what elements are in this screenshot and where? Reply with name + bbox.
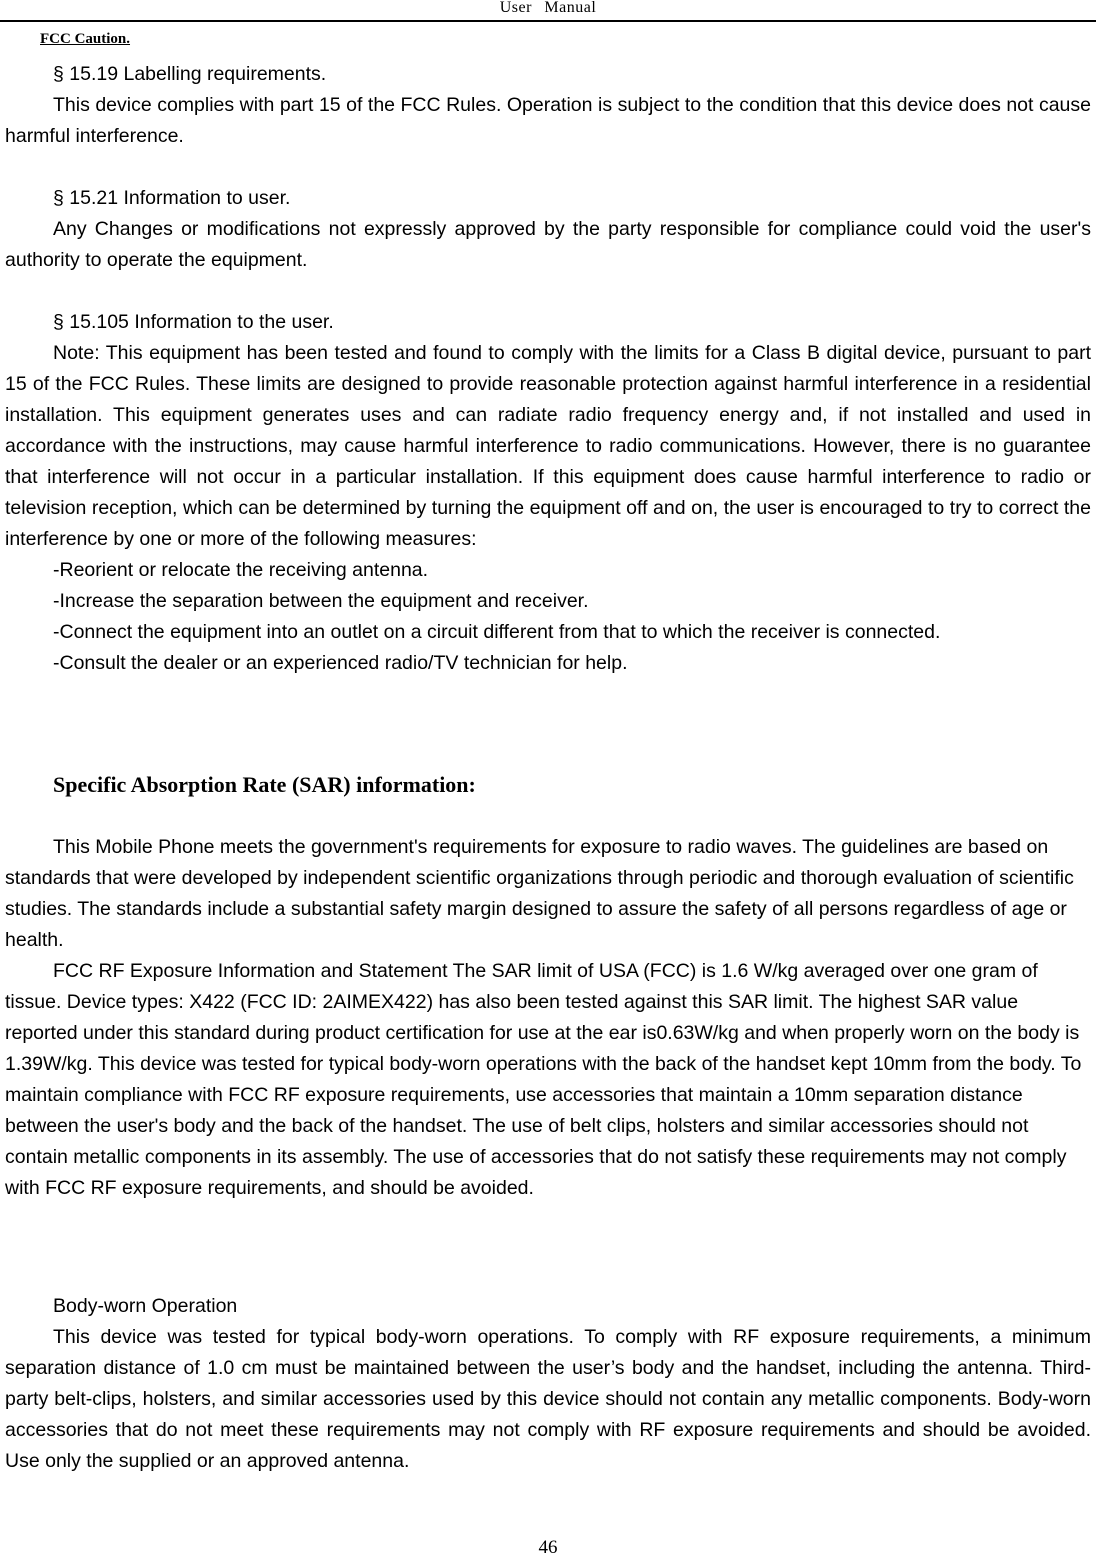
spacer	[5, 276, 1091, 307]
page-header: User Manual	[499, 0, 597, 16]
body-worn-content	[5, 1291, 1091, 1477]
measure-item: -Connect the equipment into an outlet on a circuit different from that to which the receiver is connected.	[53, 621, 941, 643]
spacer	[5, 152, 1091, 183]
fcc-caution-title: FCC Caution.	[40, 31, 131, 47]
section-15-21-text: Any Changes or modifications not expressly approved by the party responsible for compliance could void the user's authority to operate the equipment.	[5, 218, 1091, 271]
section-15-105-text: Note: This equipment has been tested and found to comply with the limits for a Class B digital device, pursuant to part 15 of the FCC Rules. These limits are designed to provide reasonable protection against harmful interference in a residential installation. This equipment generates uses and can radiate radio frequency energy and, if not installed and used in accordance with the instructions, may cause harmful interference to radio communications. However, there is no guarantee that interference will not occur in a particular installation. If this equipment does cause harmful interference to radio or television reception, which can be determined by turning the equipment off and on, the user is encouraged to try to correct the interference by one or more of the following measures:	[5, 342, 1091, 550]
section-15-19-text: This device complies with part 15 of the FCC Rules. Operation is subject to the condition that this device does not cause harmful interference.	[5, 94, 1091, 147]
fcc-content	[5, 59, 1091, 679]
sar-content	[5, 770, 1091, 1204]
header-rule	[0, 20, 1096, 22]
section-15-105-title: § 15.105 Information to the user.	[53, 311, 334, 333]
sar-paragraph-1: This Mobile Phone meets the government's requirements for exposure to radio waves. The guidelines are based on standards that were developed by independent scientific organizations through periodic and thorough evaluation of scientific studies. The standards include a substantial safety margin designed to assure the safety of all persons regardless of age or health.	[5, 836, 1074, 951]
body-worn-text: This device was tested for typical body-worn operations. To comply with RF exposure requirements, a minimum separation distance of 1.0 cm must be maintained between the user’s body and the handset, including the antenna. Third-party belt-clips, holsters, and similar accessories used by this device should not contain any metallic components. Body-worn accessories that do not meet these requirements may not comply with RF exposure requirements and should be avoided. Use only the supplied or an approved antenna.	[5, 1326, 1091, 1472]
spacer	[5, 800, 1091, 832]
sar-paragraph-2: FCC RF Exposure Information and Statement The SAR limit of USA (FCC) is 1.6 W/kg averaged over one gram of tissue. Device types: X422 (FCC ID: 2AIMEX422) has also been tested against this SAR limit. The highest SAR value reported under this standard during product certification for use at the ear is0.63W/kg and when properly worn on the body is 1.39W/kg. This device was tested for typical body-worn operations with the back of the handset kept 10mm from the body. To maintain compliance with FCC RF exposure requirements, use accessories that maintain a 10mm separation distance between the user's body and the back of the handset. The use of belt clips, holsters and similar accessories should not contain metallic components in its assembly. The use of accessories that do not satisfy these requirements may not comply with FCC RF exposure requirements, and should be avoided.	[5, 960, 1082, 1199]
section-15-21-title: § 15.21 Information to user.	[53, 187, 291, 209]
body-worn-title: Body-worn Operation	[53, 1295, 238, 1317]
sar-heading: Specific Absorption Rate (SAR) information:	[53, 772, 476, 797]
measure-item: -Increase the separation between the equipment and receiver.	[53, 590, 589, 612]
section-15-19-title: § 15.19 Labelling requirements.	[53, 63, 327, 85]
measure-item: -Consult the dealer or an experienced radio/TV technician for help.	[53, 652, 628, 674]
page-number: 46	[538, 1537, 558, 1558]
measure-item: -Reorient or relocate the receiving antenna.	[53, 559, 429, 581]
